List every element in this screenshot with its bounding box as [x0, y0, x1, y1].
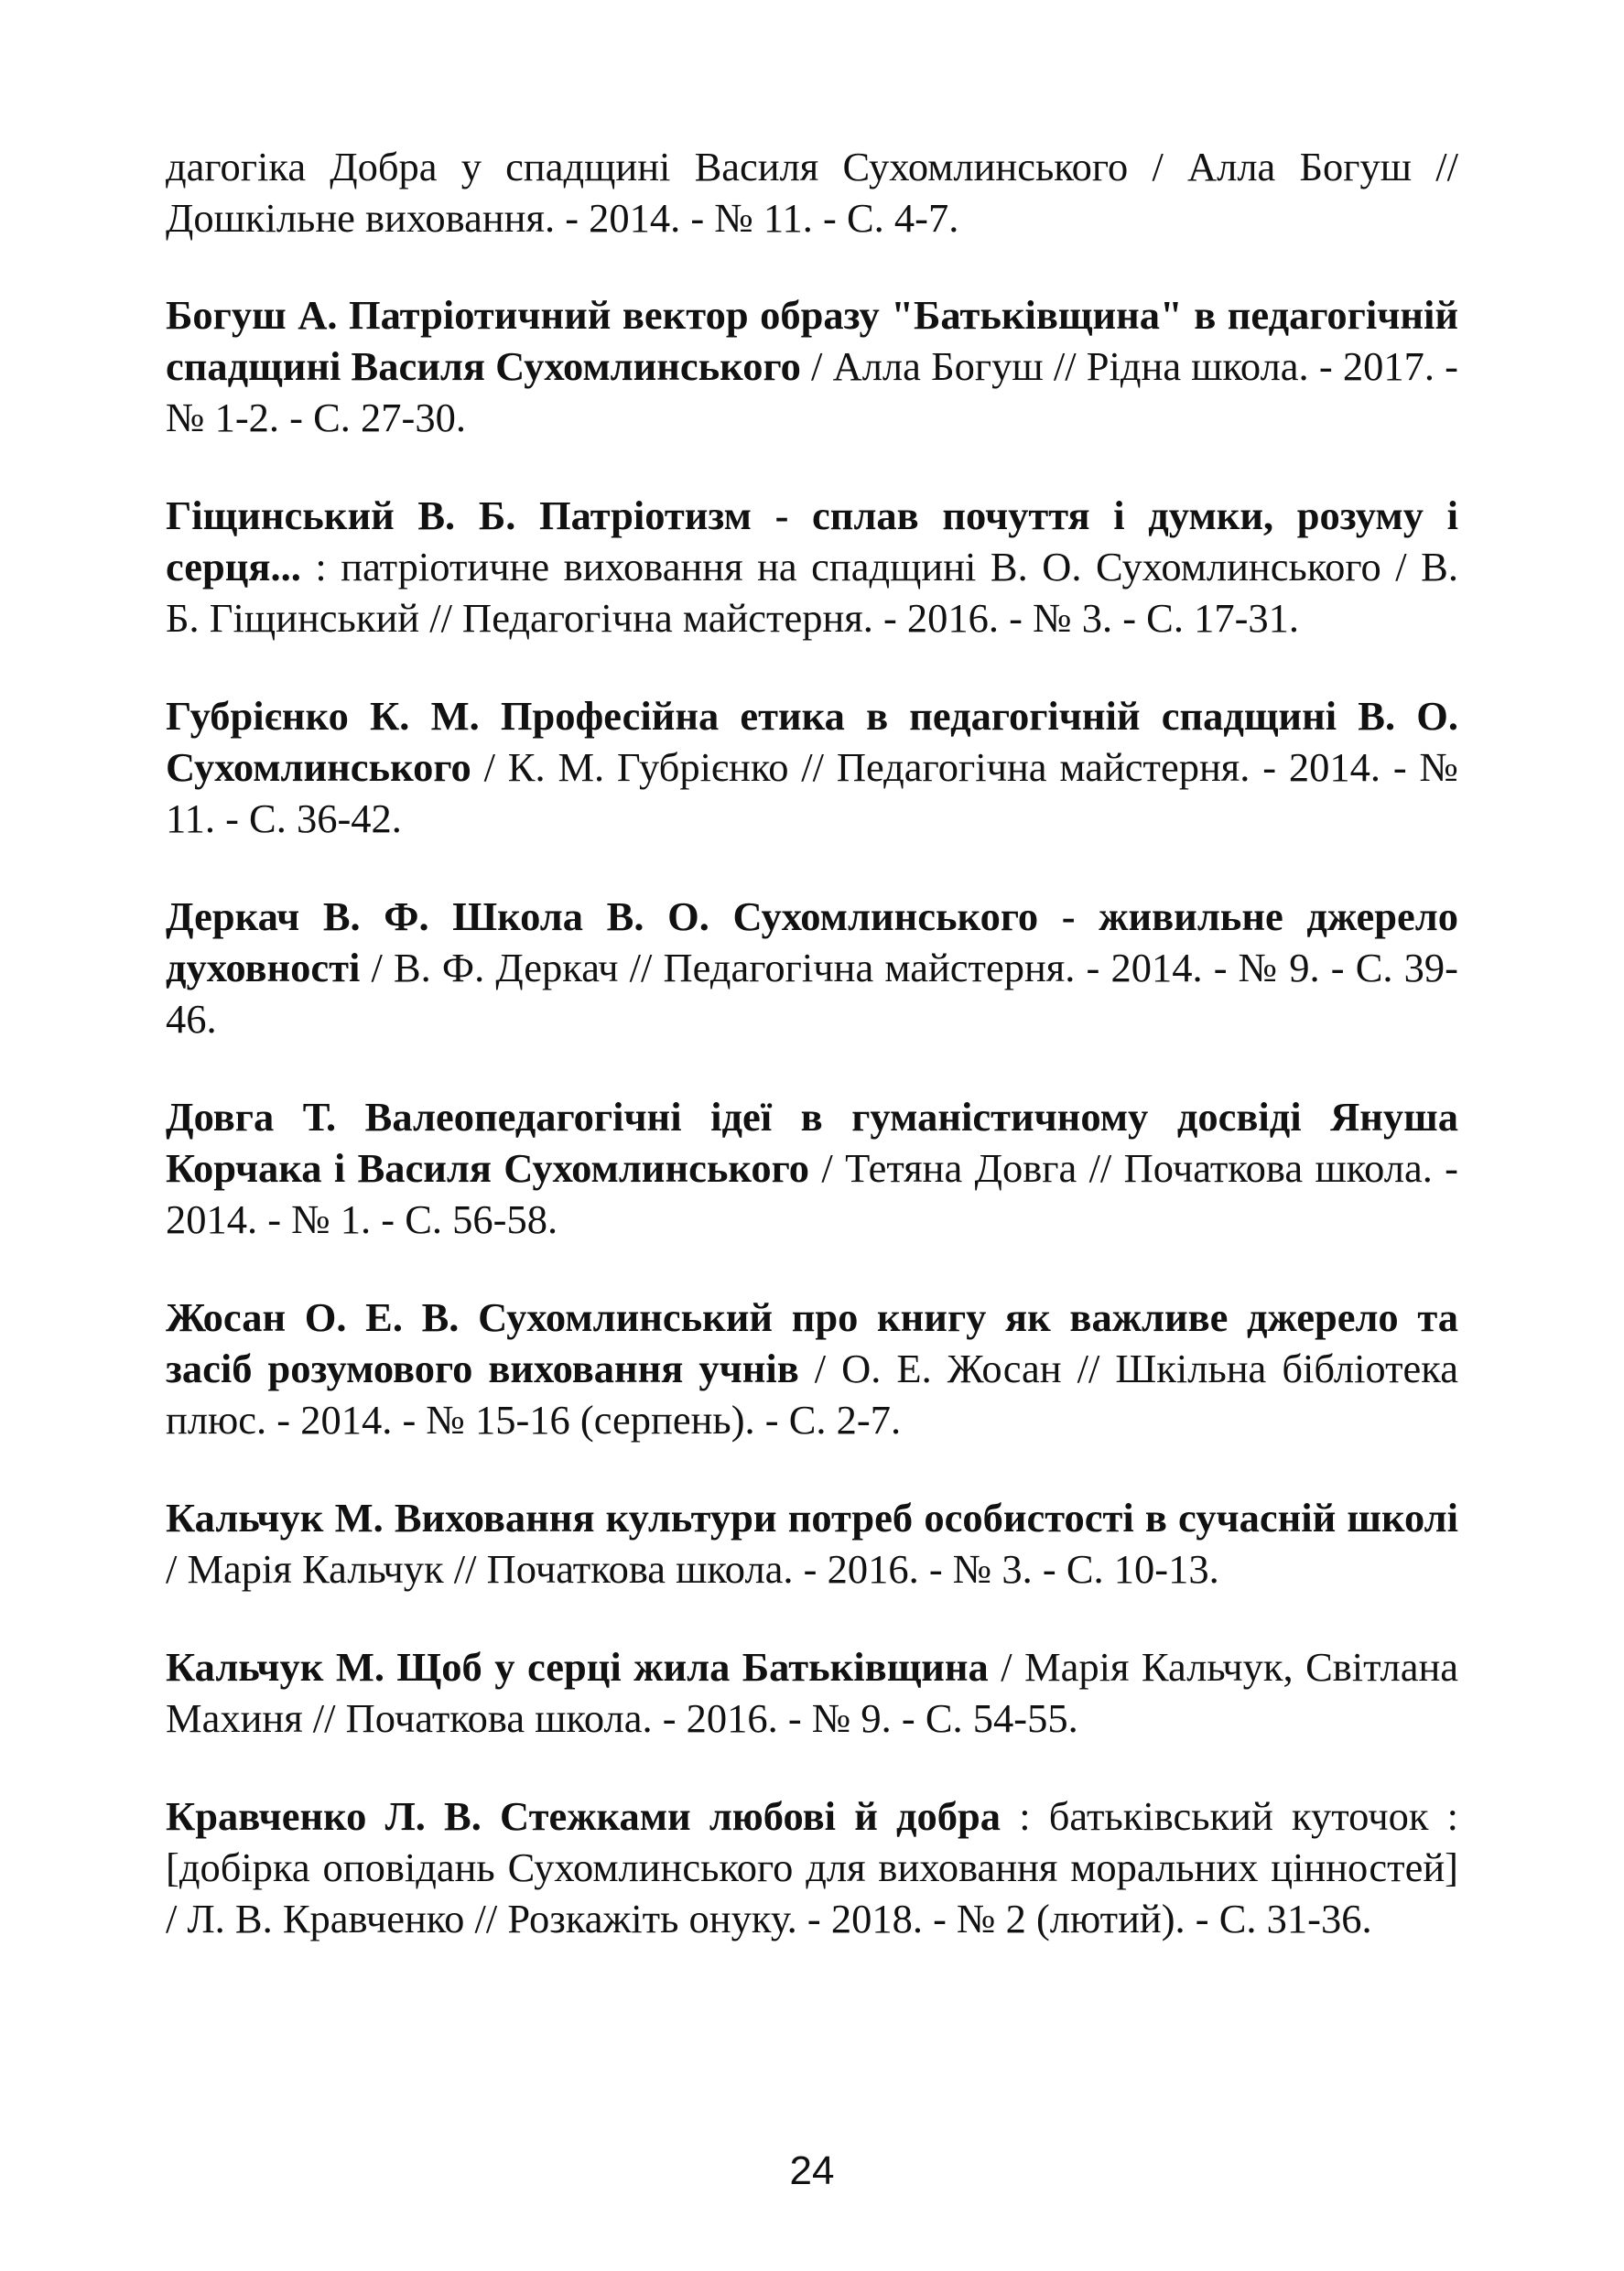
bibliography-entry: [166, 1292, 1458, 1445]
entry-title: Кальчук М. Щоб у серці жила Батьківщина: [166, 1644, 989, 1690]
entry-title: Довга Т. Валеопедагогічні ідеї в гуманістичному досвіді Януша Корчака і Василя Сухомлинського: [166, 1094, 1458, 1191]
bibliography-entry: [166, 1790, 1458, 1944]
bibliography-list: [166, 141, 1458, 1991]
bibliography-entry: [166, 1641, 1458, 1744]
entry-details: / Алла Богуш // Рідна школа. - 2017. - № 1-2. - С. 27-30.: [166, 343, 1458, 440]
entry-details: : батьківський куточок : [добірка оповідань Сухомлинського для виховання моральних цінностей] / Л. В. Кравченко // Розкажіть онуку. - 2018. - № 2 (лютий). - С. 31-36.: [166, 1793, 1458, 1941]
entry-details: / В. Ф. Деркач // Педагогічна майстерня. - 2014. - № 9. - С. 39-46.: [166, 945, 1458, 1042]
entry-title: Гіщинський В. Б. Патріотизм - сплав почуття і думки, розуму і серця...: [166, 492, 1458, 589]
entry-details: : патріотичне виховання на спадщині В. О. Сухомлинського / В. Б. Гіщинський // Педагогічна майстерня. - 2016. - № 3. - С. 17-31.: [166, 544, 1458, 641]
entry-title: Деркач В. Ф. Школа В. О. Сухомлинського - живильне джерело духовності: [166, 893, 1458, 990]
entry-details: / Марія Кальчук // Початкова школа. - 2016. - № 3. - С. 10-13.: [166, 1546, 1219, 1592]
entry-title: Губрієнко К. М. Професійна етика в педагогічній спадщині В. О. Сухомлинського: [166, 693, 1458, 790]
entry-details: / К. М. Губрієнко // Педагогічна майстерня. - 2014. - № 11. - С. 36-42.: [166, 744, 1458, 841]
bibliography-entry: [166, 690, 1458, 844]
entry-title: Богуш А. Патріотичний вектор образу "Батьківщина" в педагогічній спадщині Василя Сухомлинського: [166, 292, 1458, 389]
page-number: 24: [789, 2148, 835, 2193]
entry-details: / Марія Кальчук, Світлана Махиня // Початкова школа. - 2016. - № 9. - С. 54-55.: [166, 1644, 1459, 1741]
entry-details: / Тетяна Довга // Початкова школа. - 2014. - № 1. - С. 56-58.: [166, 1145, 1458, 1242]
entry-title: Кравченко Л. В. Стежками любові й добра: [166, 1793, 1001, 1839]
bibliography-entry: [166, 141, 1458, 243]
entry-details: дагогіка Добра у спадщині Василя Сухомлинського / Алла Богуш // Дошкільне виховання. - 2014. - № 11. - С. 4-7.: [166, 144, 1458, 241]
bibliography-entry: [166, 1091, 1458, 1245]
bibliography-entry: [166, 490, 1458, 643]
bibliography-entry: [166, 1492, 1458, 1595]
entry-title: Кальчук М. Виховання культури потреб особистості в сучасній школі: [166, 1495, 1458, 1541]
bibliography-entry: [166, 289, 1458, 443]
entry-title: Жосан О. Е. В. Сухомлинський про книгу як важливе джерело та засіб розумового виховання учнів: [166, 1294, 1458, 1391]
bibliography-entry: [166, 891, 1458, 1044]
entry-details: / О. Е. Жосан // Шкільна бібліотека плюс. - 2014. - № 15-16 (серпень). - С. 2-7.: [166, 1346, 1458, 1443]
